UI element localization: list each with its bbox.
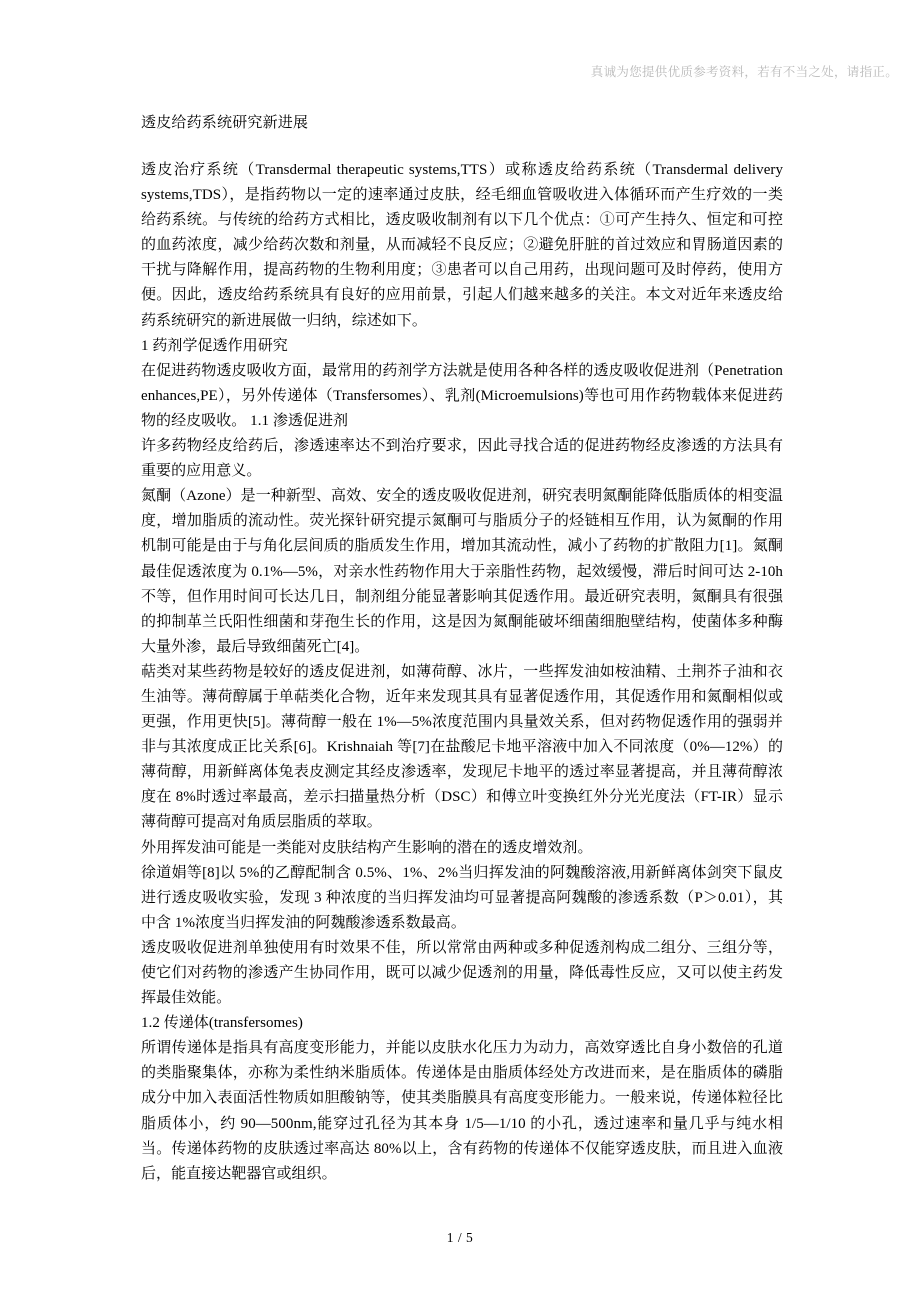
- transfersomes-paragraph: 所谓传递体是指具有高度变形能力，并能以皮肤水化压力为动力，高效穿透比自身小数倍的孔道的类脂聚集体，亦称为柔性纳米脂质体。传递体是由脂质体经处方改进而来，是在脂质体的磷脂成分中加入表面活性物质如胆酸钠等，使其类脂膜具有高度变形能力。一般来说，传递体粒径比脂质体小，约 90—500nm,能穿过孔径为其本身 1/5—1/10 的小孔，透过速率和量几乎与纯水相当。传递体药物的皮肤透过率高达 80%以上，含有药物的传递体不仅能穿透皮肤，而且进入血液后，能直接达靶器官或组织。: [141, 1040, 783, 1182]
- page-title: 透皮给药系统研究新进展: [141, 115, 309, 131]
- penetration-enhancer-intro: 许多药物经皮给药后，渗透速率达不到治疗要求，因此寻找合适的促进药物经皮渗透的方法具有重要的应用意义。: [141, 438, 783, 480]
- page-number: 1 / 5: [446, 1230, 474, 1245]
- document-body: [141, 112, 783, 1187]
- watermark-notice: 真诚为您提供优质参考资料，若有不当之处，请指正。: [590, 65, 898, 79]
- pharmaceutics-paragraph: 在促进药物透皮吸收方面，最常用的药剂学方法就是使用各种各样的透皮吸收促进剂（Penetration enhances,PE），另外传递体（Transfersomes）、乳剂(Microemulsions)等也可用作药物载体来促进药物的经皮吸收。 1.1 渗透促进剂: [141, 362, 783, 429]
- section-heading-1: 1 药剂学促透作用研究: [141, 337, 288, 354]
- section-heading-1-2: 1.2 传递体(transfersomes): [141, 1015, 303, 1032]
- terpene-paragraph: 萜类对某些药物是较好的透皮促进剂，如薄荷醇、冰片，一些挥发油如桉油精、土荆芥子油和衣生油等。薄荷醇属于单萜类化合物，近年来发现其具有显著促透作用，其促透作用和氮酮相似或更强，作用更快[5]。薄荷醇一般在 1%—5%浓度范围内具量效关系，但对药物促透作用的强弱并非与其浓度成正比关系[6]。Krishnaiah 等[7]在盐酸尼卡地平溶液中加入不同浓度（0%—12%）的薄荷醇，用新鲜离体兔表皮测定其经皮渗透率，发现尼卡地平的透过率显著提高，并且薄荷醇浓度在 8%时透过率最高，差示扫描量热分析（DSC）和傅立叶变换红外分光光度法（FT-IR）显示薄荷醇可提高对角质层脂质的萃取。: [141, 663, 783, 831]
- azone-paragraph: 氮酮（Azone）是一种新型、高效、安全的透皮吸收促进剂，研究表明氮酮能降低脂质体的相变温度，增加脂质的流动性。荧光探针研究提示氮酮可与脂质分子的烃链相互作用，认为氮酮的作用机制可能是由于与角化层间质的脂质发生作用，增加其流动性，减小了药物的扩散阻力[1]。氮酮最佳促透浓度为 0.1%—5%，对亲水性药物作用大于亲脂性药物，起效缓慢，滞后时间可达 2-10h 不等，但作用时间可长达几日，制剂组分能显著影响其促透作用。最近研究表明，氮酮具有很强的抑制革兰氏阳性细菌和芽孢生长的作用，这是因为氮酮能破坏细菌细胞壁结构，使菌体多种酶大量外渗，最后导致细菌死亡[4]。: [141, 488, 783, 655]
- combination-paragraph: 透皮吸收促进剂单独使用有时效果不佳，所以常常由两种或多种促透剂构成二组分、三组分等，使它们对药物的渗透产生协同作用，既可以减少促透剂的用量，降低毒性反应，又可以使主药发挥最佳效能。: [141, 939, 783, 1007]
- volatile-oil-paragraph: 外用挥发油可能是一类能对皮肤结构产生影响的潜在的透皮增效剂。: [141, 839, 593, 856]
- xudaojuan-paragraph: 徐道娟等[8]以 5%的乙醇配制含 0.5%、1%、2%当归挥发油的阿魏酸溶液,用新鲜离体剑突下鼠皮进行透皮吸收实验，发现 3 种浓度的当归挥发油均可显著提高阿魏酸的渗透系数（P＞0.01），其中含 1%浓度当归挥发油的阿魏酸渗透系数最高。: [141, 864, 783, 931]
- intro-paragraph: 透皮治疗系统（Transdermal therapeutic systems,TTS）或称透皮给药系统（Transdermal delivery systems,TDS），是指药物以一定的速率通过皮肤，经毛细血管吸收进入体循环而产生疗效的一类给药系统。与传统的给药方式相比，透皮吸收制剂有以下几个优点：①可产生持久、恒定和可控的血药浓度，减少给药次数和剂量，从而减轻不良反应；②避免肝脏的首过效应和胃肠道因素的干扰与降解作用，提高药物的生物利用度；③患者可以自己用药，出现问题可及时停药，使用方便。因此，透皮给药系统具有良好的应用前景，引起人们越来越多的关注。本文对近年来透皮给药系统研究的新进展做一归纳，综述如下。: [141, 162, 783, 329]
- document-blocks: [141, 158, 783, 1187]
